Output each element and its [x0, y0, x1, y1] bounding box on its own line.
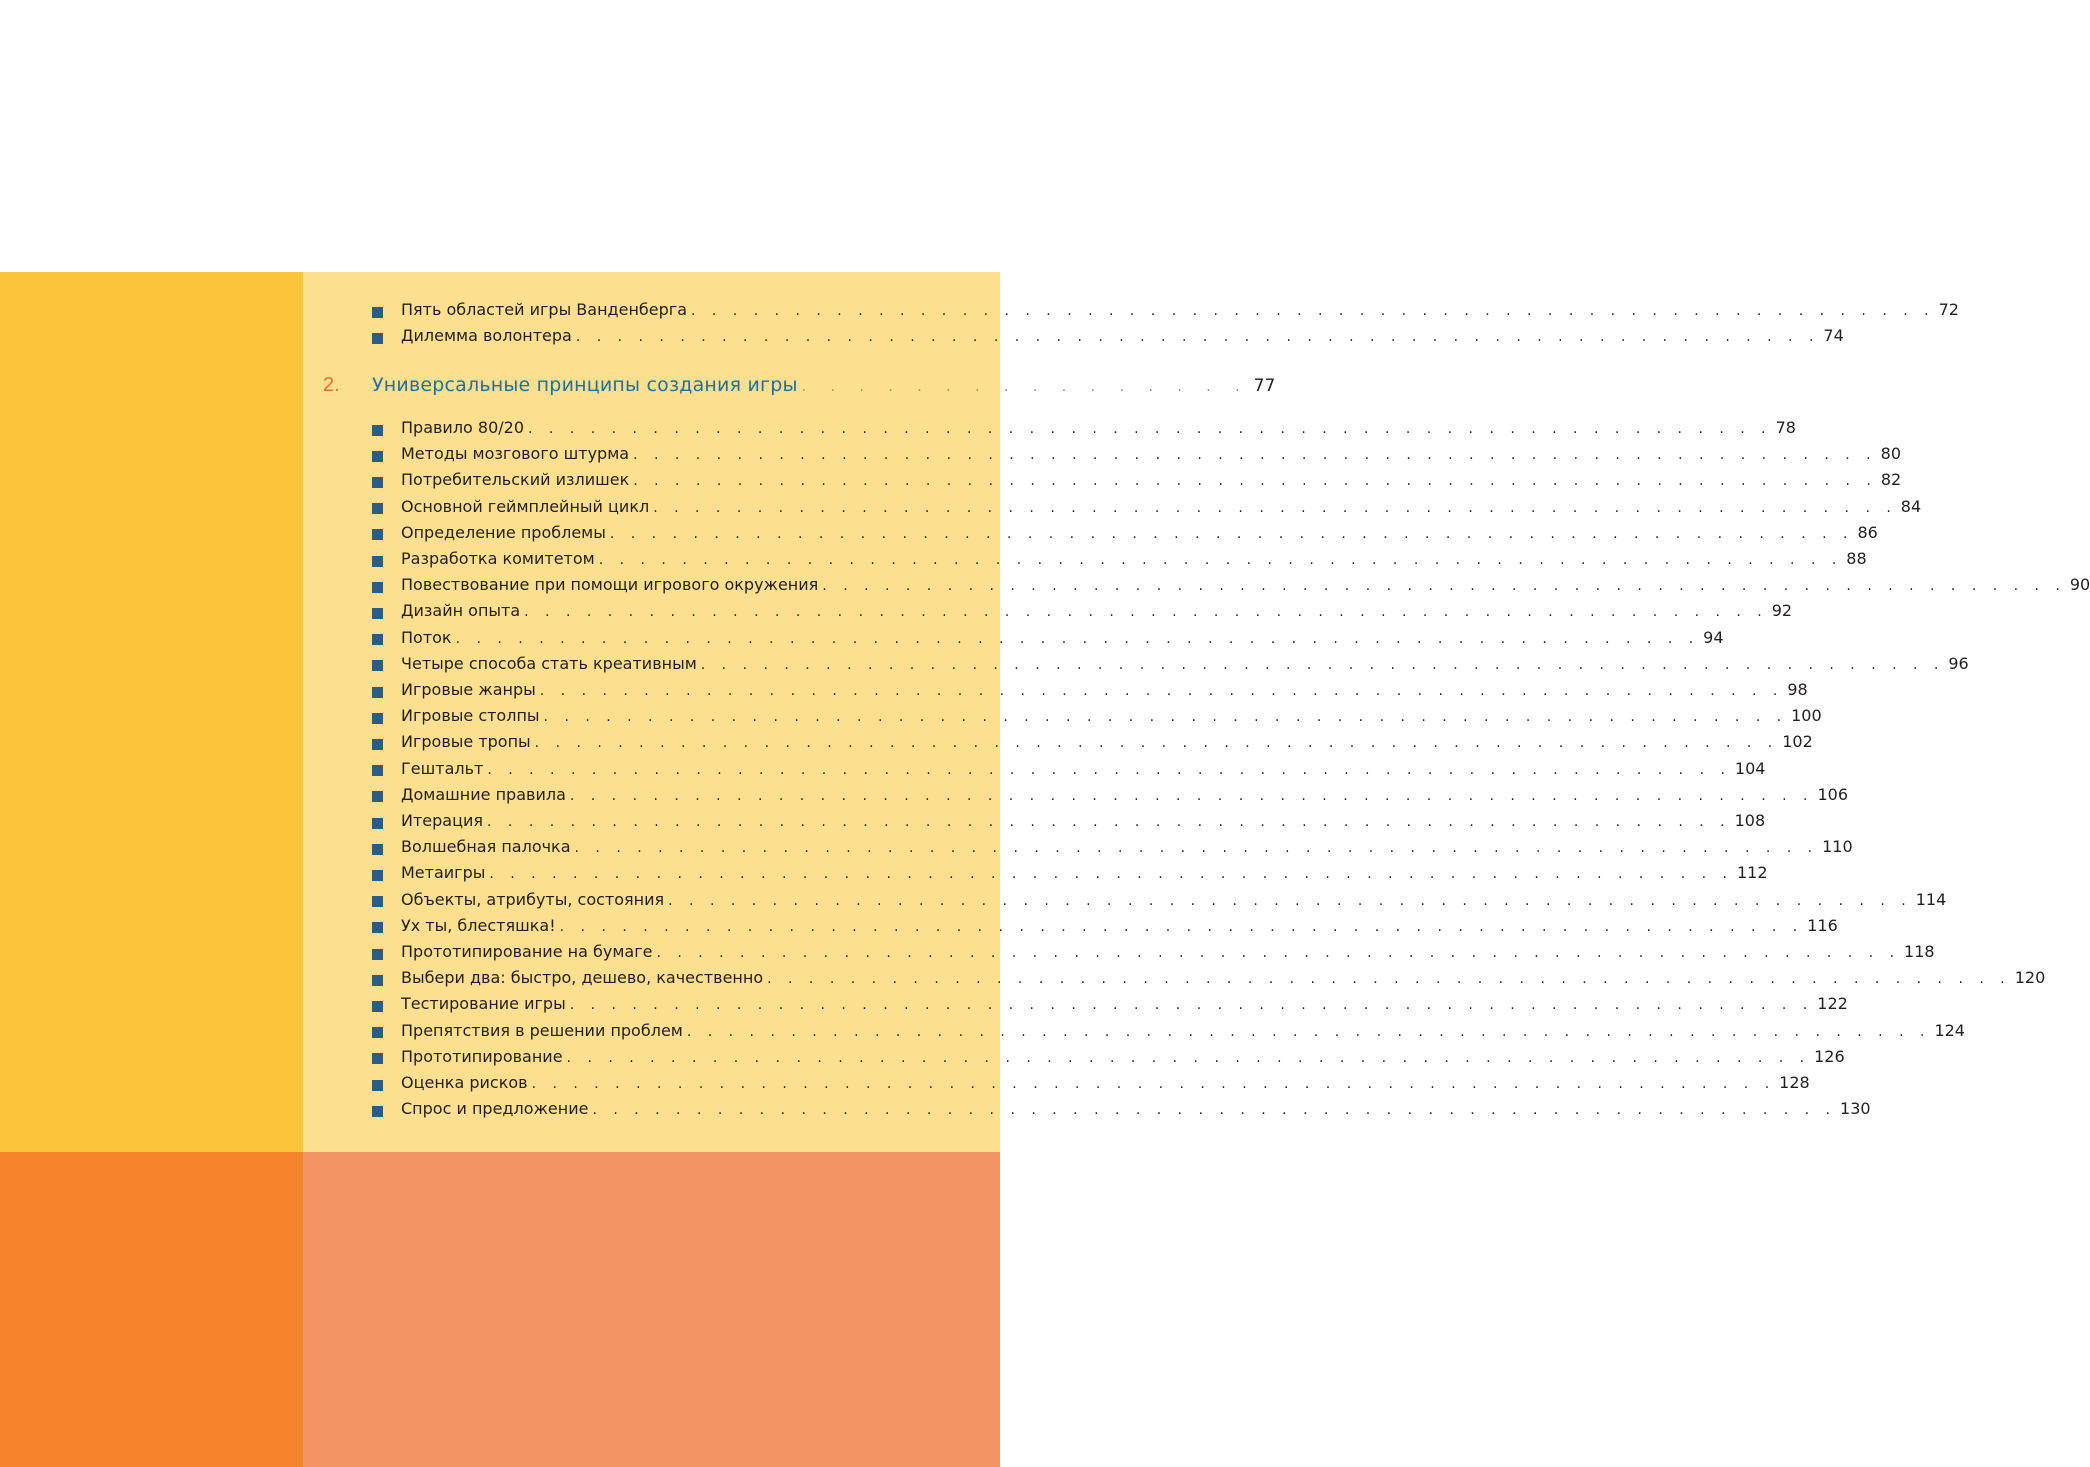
square-bullet-icon: [372, 634, 383, 645]
square-bullet-icon: [372, 307, 383, 318]
toc-entry-title: Тестирование игры: [401, 994, 566, 1014]
toc-entry-title: Игровые тропы: [401, 732, 531, 752]
toc-entry-title: Игровые столпы: [401, 706, 540, 726]
right-orange-panel: [303, 1152, 1000, 1467]
toc-entry[interactable]: [372, 418, 1796, 444]
dot-leader: . . . . . . . . . . . . . . . . . . . . . . . . . . . . . . . . . . . . . . . . . . . . . . . . . . . . . . . . . . . .: [609, 525, 1854, 542]
toc-entry[interactable]: [372, 811, 1766, 837]
toc-entry-page-number: 74: [1823, 326, 1844, 346]
square-bullet-icon: [372, 975, 383, 986]
toc-entry-page-number: 124: [1934, 1020, 1965, 1040]
toc-entry[interactable]: [372, 601, 1793, 627]
square-bullet-icon: [372, 1106, 383, 1117]
toc-entry-page-number: 78: [1775, 418, 1796, 437]
dot-leader: . . . . . . . . . . . . . . . . . . . . . . . . . . . . . . . . . . . . . . . . . . . . . . . . . . . . . . . . . . . .: [767, 971, 2011, 988]
toc-entry-title: Прототипирование на бумаге: [401, 942, 653, 961]
toc-entry[interactable]: [372, 915, 1838, 942]
toc-entry-title: Основной геймплейный цикл: [401, 496, 650, 516]
toc-entry[interactable]: [372, 1020, 1965, 1047]
dot-leader: . . . . . . . . . . . . . . . . . . . . . . . . . . . . . . . . . . . . . . . . . . . . . . . . . . . . . . . . . . . .: [653, 499, 1897, 516]
toc-entry[interactable]: [372, 1073, 1810, 1099]
chapter-title: Универсальные принципы создания игры: [372, 374, 798, 396]
toc-entry-title: Правило 80/20: [401, 418, 525, 437]
square-bullet-icon: [372, 896, 383, 907]
square-bullet-icon: [372, 687, 383, 698]
toc-entry[interactable]: [372, 522, 1878, 549]
square-bullet-icon: [372, 660, 383, 671]
toc-entry-title: Повествование при помощи игрового окружения: [401, 575, 819, 595]
dot-leader: . . . . . . . . . . . . . . . . . . . . . . . . . . . . . . . . . . . . . . . . . . . . . . . . . . . . . . . . . . . .: [668, 892, 1912, 909]
toc-entry-page-number: 90: [2069, 575, 2090, 595]
toc-entry-page-number: 80: [1880, 444, 1901, 464]
square-bullet-icon: [372, 529, 383, 540]
toc-entry[interactable]: [372, 470, 1902, 496]
toc-entry-title: Домашние правила: [401, 784, 566, 804]
dot-leader: . . . . . . . . . . . . . . . . . . . . . . . . . . . . . . . . . . . . . . . . . . . . . . . . . . . . . . . . . . . .: [569, 997, 1814, 1014]
toc-entry-title: Определение проблемы: [401, 522, 606, 542]
toc-entry[interactable]: [372, 1099, 1871, 1125]
toc-entry-page-number: 86: [1857, 522, 1878, 542]
dot-leader: . . . . . . . . . . . . . . . . . . . . . . . . . . . . . . . . . . . . . . . . . . . . . . . . . . . . . . . . . . . .: [569, 787, 1814, 804]
toc-entry[interactable]: [372, 994, 1848, 1020]
dot-leader: . . . . . . . . . . . . . . . . . . . . . . . . . . . . . . . . . . . . . . . . . . . . . . . . . . . . . . . . . . . .: [633, 447, 1877, 464]
toc-entry-title: Дилемма волонтера: [401, 326, 572, 346]
dot-leader: . . . . . . . . . . . . . . . .: [801, 379, 1250, 395]
toc-entry-page-number: 116: [1807, 915, 1838, 935]
toc-entry-page-number: 82: [1880, 470, 1902, 490]
square-bullet-icon: [372, 870, 383, 881]
square-bullet-icon: [372, 791, 383, 802]
square-bullet-icon: [372, 608, 383, 619]
toc-entry-page-number: 112: [1736, 863, 1768, 883]
chapter-page-number: 77: [1253, 376, 1276, 396]
toc-entry-title: Волшебная палочка: [401, 837, 571, 857]
toc-entry-title: Прототипирование: [401, 1046, 563, 1066]
toc-entry-page-number: 100: [1791, 706, 1822, 726]
toc-entry[interactable]: [372, 732, 1813, 758]
dot-leader: . . . . . . . . . . . . . . . . . . . . . . . . . . . . . . . . . . . . . . . . . . . . . . . . . . . . . . . . . . . .: [598, 552, 1843, 568]
toc-entry[interactable]: [372, 942, 1935, 968]
toc-entry[interactable]: [372, 496, 1922, 523]
square-bullet-icon: [372, 765, 383, 776]
dot-leader: . . . . . . . . . . . . . . . . . . . . . . . . . . . . . . . . . . . . . . . . . . . . . . . . . . . . . . . . . . . .: [691, 303, 1935, 319]
toc-entry[interactable]: [372, 575, 2090, 601]
square-bullet-icon: [372, 818, 383, 829]
toc-entry[interactable]: [372, 706, 1822, 732]
toc-entry-page-number: 130: [1840, 1099, 1871, 1119]
dot-leader: . . . . . . . . . . . . . . . . . . . . . . . . . . . . . . . . . . . . . . . . . . . . . . . . . . . . . . . . . . . .: [539, 683, 1784, 699]
toc-entry-title: Игровые жанры: [401, 680, 536, 699]
dot-leader: . . . . . . . . . . . . . . . . . . . . . . . . . . . . . . . . . . . . . . . . . . . . . . . . . . . . . . . . . . . .: [531, 1076, 1776, 1092]
dot-leader: . . . . . . . . . . . . . . . . . . . . . . . . . . . . . . . . . . . . . . . . . . . . . . . . . . . . . . . . . . . .: [633, 473, 1877, 490]
dot-leader: . . . . . . . . . . . . . . . . . . . . . . . . . . . . . . . . . . . . . . . . . . . . . . . . . . . . . . . . . . . .: [487, 761, 1731, 778]
toc-entry-page-number: 120: [2014, 968, 2046, 988]
toc-entry-page-number: 94: [1703, 627, 1724, 647]
toc-entry-page-number: 106: [1817, 784, 1848, 804]
toc-entry-page-number: 126: [1814, 1046, 1845, 1066]
left-yellow-panel: [0, 272, 303, 1152]
chapter-heading[interactable]: [323, 374, 1276, 404]
toc-entry[interactable]: [372, 784, 1848, 811]
toc-entry[interactable]: [372, 863, 1768, 889]
square-bullet-icon: [372, 713, 383, 724]
chapter-number: 2.: [323, 374, 340, 396]
dot-leader: . . . . . . . . . . . . . . . . . . . . . . . . . . . . . . . . . . . . . . . . . . . . . . . . . . . . . . . . . . . .: [534, 735, 1779, 752]
toc-entry[interactable]: [372, 300, 1959, 326]
dot-leader: . . . . . . . . . . . . . . . . . . . . . . . . . . . . . . . . . . . . . . . . . . . . . . . . . . . . . . . . . . . .: [566, 1049, 1811, 1066]
dot-leader: . . . . . . . . . . . . . . . . . . . . . . . . . . . . . . . . . . . . . . . . . . . . . . . . . . . . . . . . . . . .: [686, 1023, 1931, 1040]
toc-entry[interactable]: [372, 968, 2046, 994]
toc-entry-title: Гештальт: [401, 758, 484, 778]
toc-entry-title: Поток: [401, 627, 452, 647]
toc-entry-page-number: 96: [1948, 653, 1969, 673]
dot-leader: . . . . . . . . . . . . . . . . . . . . . . . . . . . . . . . . . . . . . . . . . . . . . . . . . . . . . . . . . . . .: [656, 945, 1901, 961]
square-bullet-icon: [372, 451, 383, 462]
toc-entry-title: Метаигры: [401, 863, 486, 883]
square-bullet-icon: [372, 582, 383, 593]
toc-entry-page-number: 108: [1734, 811, 1766, 830]
toc-entry[interactable]: [372, 837, 1853, 863]
square-bullet-icon: [372, 739, 383, 750]
toc-entry-page-number: 114: [1915, 889, 1947, 909]
toc-entry-page-number: 104: [1734, 758, 1766, 778]
toc-entry[interactable]: [372, 758, 1766, 785]
dot-leader: . . . . . . . . . . . . . . . . . . . . . . . . . . . . . . . . . . . . . . . . . . . . . . . . . . . . . . . . . . . .: [528, 421, 1772, 437]
square-bullet-icon: [372, 844, 383, 855]
dot-leader: . . . . . . . . . . . . . . . . . . . . . . . . . . . . . . . . . . . . . . . . . . . . . . . . . . . . . . . . . . . .: [575, 329, 1820, 346]
toc-entry[interactable]: [372, 1046, 1845, 1073]
square-bullet-icon: [372, 949, 383, 960]
square-bullet-icon: [372, 1027, 383, 1038]
toc-entry-page-number: 72: [1938, 300, 1959, 319]
toc-entry-title: Потребительский излишек: [401, 470, 630, 490]
left-orange-panel: [0, 1152, 303, 1467]
toc-entry-title: Четыре способа стать креативным: [401, 653, 697, 673]
square-bullet-icon: [372, 922, 383, 933]
dot-leader: . . . . . . . . . . . . . . . . . . . . . . . . . . . . . . . . . . . . . . . . . . . . . . . . . . . . . . . . . . . .: [487, 814, 1731, 830]
toc-entry[interactable]: [372, 653, 1969, 680]
dot-leader: . . . . . . . . . . . . . . . . . . . . . . . . . . . . . . . . . . . . . . . . . . . . . . . . . . . . . . . . . . . .: [592, 1102, 1837, 1119]
toc-entry-title: Итерация: [401, 811, 484, 830]
toc-entry[interactable]: [372, 549, 1867, 575]
toc-entry-title: Разработка комитетом: [401, 549, 595, 568]
dot-leader: . . . . . . . . . . . . . . . . . . . . . . . . . . . . . . . . . . . . . . . . . . . . . . . . . . . . . . . . . . . .: [700, 656, 1945, 673]
toc-entry-title: Ух ты, блестяшка!: [401, 915, 556, 935]
dot-leader: . . . . . . . . . . . . . . . . . . . . . . . . . . . . . . . . . . . . . . . . . . . . . . . . . . . . . . . . . . . .: [543, 709, 1788, 726]
dot-leader: . . . . . . . . . . . . . . . . . . . . . . . . . . . . . . . . . . . . . . . . . . . . . . . . . . . . . . . . . . . .: [559, 918, 1804, 935]
toc-entry[interactable]: [372, 680, 1808, 706]
square-bullet-icon: [372, 1053, 383, 1064]
dot-leader: . . . . . . . . . . . . . . . . . . . . . . . . . . . . . . . . . . . . . . . . . . . . . . . . . . . . . . . . . . . .: [455, 630, 1700, 647]
square-bullet-icon: [372, 1001, 383, 1012]
toc-entry[interactable]: [372, 326, 1844, 352]
toc-entry-page-number: 98: [1787, 680, 1808, 699]
dot-leader: . . . . . . . . . . . . . . . . . . . . . . . . . . . . . . . . . . . . . . . . . . . . . . . . . . . . . . . . . . . .: [574, 840, 1819, 857]
toc-entry-page-number: 122: [1817, 994, 1848, 1014]
dot-leader: . . . . . . . . . . . . . . . . . . . . . . . . . . . . . . . . . . . . . . . . . . . . . . . . . . . . . . . . . . . .: [822, 578, 2066, 595]
square-bullet-icon: [372, 556, 383, 567]
toc-entry-page-number: 88: [1846, 549, 1867, 568]
square-bullet-icon: [372, 425, 383, 436]
toc-entry-title: Дизайн опыта: [401, 601, 521, 621]
toc-entry-title: Выбери два: быстро, дешево, качественно: [401, 968, 764, 988]
square-bullet-icon: [372, 477, 383, 488]
toc-entry-title: Объекты, атрибуты, состояния: [401, 889, 665, 909]
toc-entry-title: Пять областей игры Ванденберга: [401, 300, 687, 319]
toc-entry-title: Спрос и предложение: [401, 1099, 589, 1119]
square-bullet-icon: [372, 1080, 383, 1091]
toc-entry-page-number: 102: [1782, 732, 1813, 752]
dot-leader: . . . . . . . . . . . . . . . . . . . . . . . . . . . . . . . . . . . . . . . . . . . . . . . . . . . . . . . . . . . .: [524, 604, 1768, 621]
toc-entry-page-number: 128: [1779, 1073, 1810, 1092]
toc-entry-page-number: 84: [1900, 496, 1922, 516]
toc-entry-title: Препятствия в решении проблем: [401, 1020, 683, 1040]
toc-entry-page-number: 118: [1904, 942, 1935, 961]
square-bullet-icon: [372, 333, 383, 344]
toc-entry-page-number: 110: [1822, 837, 1853, 857]
toc-entry-title: Методы мозгового штурма: [401, 444, 630, 464]
toc-entry-page-number: 92: [1771, 601, 1793, 621]
toc-entry[interactable]: [372, 627, 1724, 654]
top-blank-area: [0, 0, 1000, 272]
square-bullet-icon: [372, 503, 383, 514]
dot-leader: . . . . . . . . . . . . . . . . . . . . . . . . . . . . . . . . . . . . . . . . . . . . . . . . . . . . . . . . . . . .: [489, 866, 1733, 883]
toc-entry[interactable]: [372, 444, 1901, 470]
toc-entry[interactable]: [372, 889, 1947, 916]
toc-entry-title: Оценка рисков: [401, 1073, 528, 1092]
